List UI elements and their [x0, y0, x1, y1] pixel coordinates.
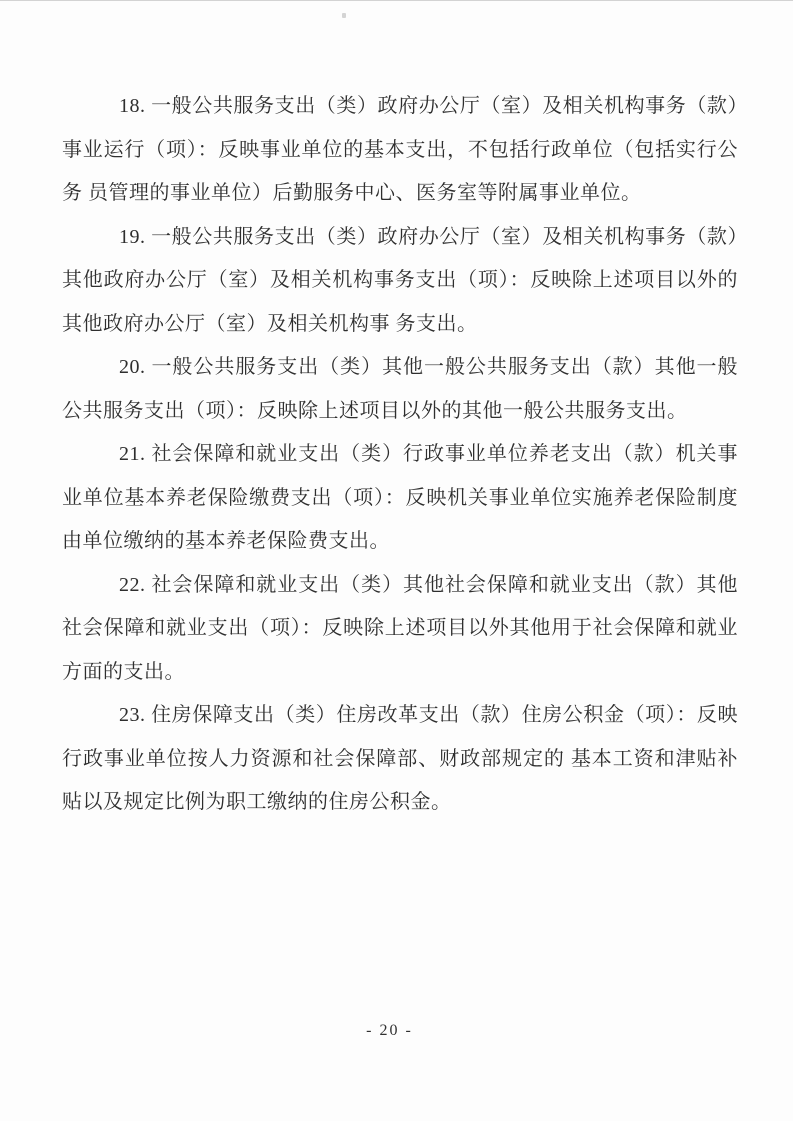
paragraph-item-20: 20. 一般公共服务支出（类）其他一般公共服务支出（款）其他一般公共服务支出（项）：反映除上述项目以外的其他一般公共服务支出。: [62, 356, 738, 422]
scan-edge-line: [0, 0, 793, 1]
document-body: [62, 85, 738, 825]
paragraph-item-18: 18. 一般公共服务支出（类）政府办公厅（室）及相关机构事务（款）事业运行（项）：反映事业单位的基本支出，不包括行政单位（包括实行公务 员管理的事业单位）后勤服务中心、医务室等附属事业单位。: [62, 95, 738, 204]
page-footer: [0, 1022, 779, 1040]
page-number: - 20 -: [366, 1022, 413, 1039]
paragraph-item-21: 21. 社会保障和就业支出（类）行政事业单位养老支出（款）机关事业单位基本养老保险缴费支出（项）：反映机关事业单位实施养老保险制度由单位缴纳的基本养老保险费支出。: [62, 443, 738, 552]
paragraph-item-23: 23. 住房保障支出（类）住房改革支出（款）住房公积金（项）：反映行政事业单位按人力资源和社会保障部、财政部规定的 基本工资和津贴补贴以及规定比例为职工缴纳的住房公积金。: [62, 704, 738, 813]
paragraph-item-22: 22. 社会保障和就业支出（类）其他社会保障和就业支出（款）其他社会保障和就业支出（项）：反映除上述项目以外其他用于社会保障和就业方面的支出。: [62, 573, 738, 683]
scan-speck: [342, 13, 346, 18]
paragraph-item-19: 19. 一般公共服务支出（类）政府办公厅（室）及相关机构事务（款）其他政府办公厅（室）及相关机构事务支出（项）：反映除上述项目以外的其他政府办公厅（室）及相关机构事 务支出。: [62, 225, 738, 335]
